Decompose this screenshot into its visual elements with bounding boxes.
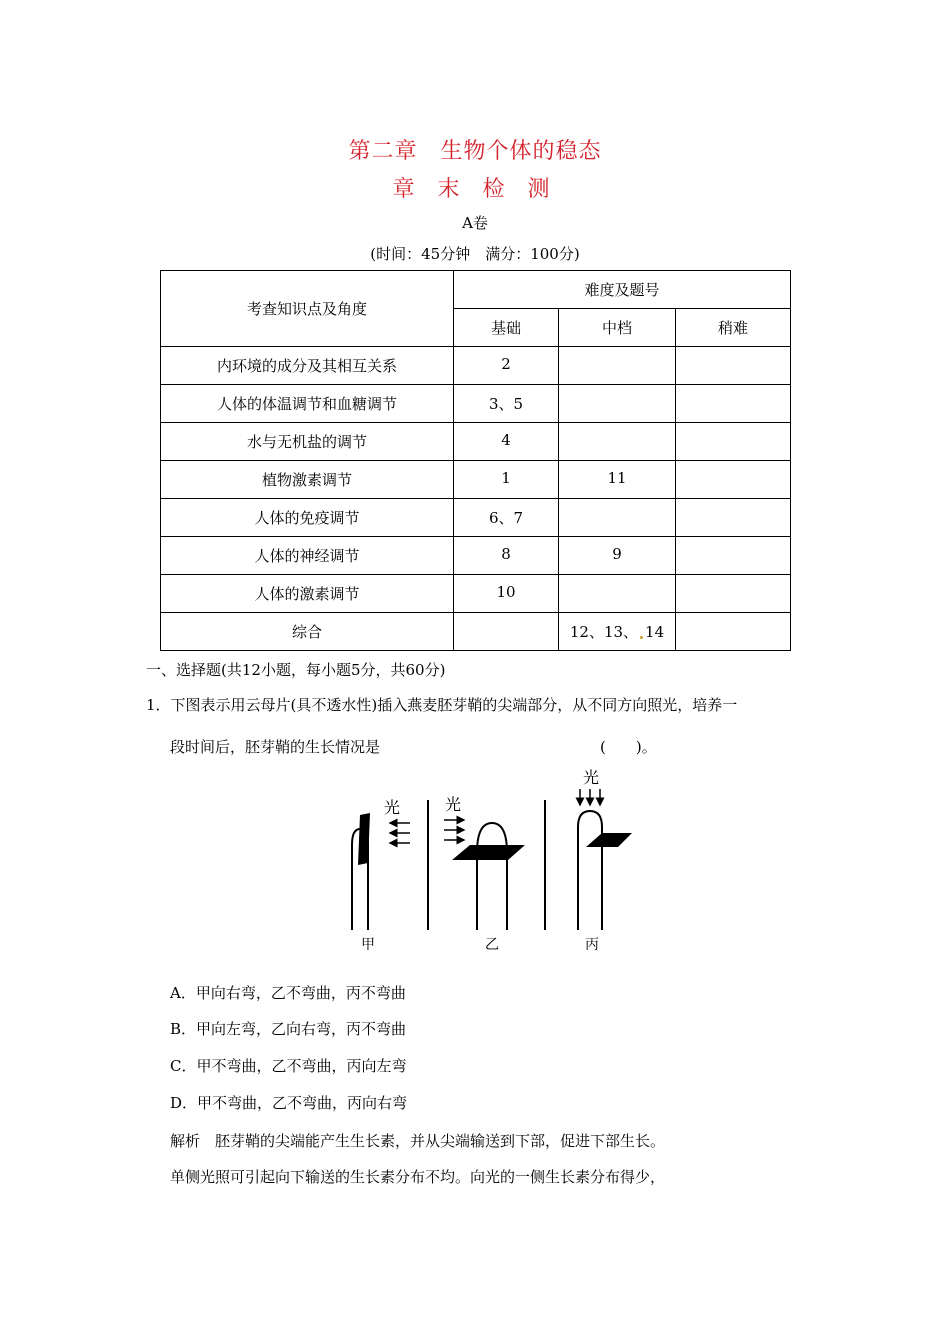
question-text-line2: 段时间后，胚芽鞘的生长情况是 (170, 738, 381, 756)
table-row (161, 347, 791, 385)
table-row (161, 385, 791, 423)
table-row (161, 461, 791, 499)
row-mid: 9 (559, 537, 676, 575)
row-topic: 人体的免疫调节 (161, 499, 454, 537)
table-header-row (161, 271, 791, 309)
row-basic: 4 (454, 423, 559, 461)
row-topic: 内环境的成分及其相互关系 (161, 347, 454, 385)
light-label: 光 (444, 795, 462, 814)
coleoptile-jia (352, 798, 410, 953)
row-mid (559, 347, 676, 385)
row-mid-text: 12、13、 (569, 623, 639, 641)
row-basic: 6、7 (454, 499, 559, 537)
light-label: 光 (582, 768, 600, 787)
question-text-line1: 1．下图表示用云母片(具不透水性)插入燕麦胚芽鞘的尖端部分，从不同方向照光，培养一 (146, 696, 738, 714)
mica-sheet (452, 845, 525, 860)
row-basic (454, 613, 559, 651)
header-topic: 考查知识点及角度 (161, 271, 454, 347)
row-hard (676, 575, 791, 613)
page-title: 第二章 生物个体的稳态 (348, 139, 602, 164)
row-hard (676, 613, 791, 651)
analysis-line2: 单侧光照可引起向下输送的生长素分布不均。向光的一侧生长素分布得少， (170, 1168, 666, 1186)
page-subtitle: 章 末 检 测 (392, 177, 558, 202)
row-topic: 水与无机盐的调节 (161, 423, 454, 461)
knowledge-table (160, 270, 791, 651)
coleoptile-yi (444, 795, 525, 953)
row-mid (559, 499, 676, 537)
row-basic: 1 (454, 461, 559, 499)
row-hard (676, 385, 791, 423)
row-mid-text: 14 (645, 623, 665, 641)
table-row (161, 575, 791, 613)
label-bing: 丙 (585, 937, 599, 953)
header-hard: 稍难 (676, 309, 791, 347)
row-topic: 人体的神经调节 (161, 537, 454, 575)
row-hard (676, 423, 791, 461)
row-topic: 植物激素调节 (161, 461, 454, 499)
option-a: A．甲向右弯，乙不弯曲，丙不弯曲 (170, 984, 406, 1002)
row-topic: 综合 (161, 613, 454, 651)
row-mid (559, 385, 676, 423)
row-basic: 2 (454, 347, 559, 385)
row-mid: 11 (559, 461, 676, 499)
mica-sheet (586, 833, 632, 847)
light-label: 光 (383, 798, 401, 817)
option-c: C．甲不弯曲，乙不弯曲，丙向左弯 (170, 1057, 407, 1075)
header-difficulty: 难度及题号 (454, 271, 791, 309)
analysis-line1: 解析 胚芽鞘的尖端能产生生长素，并从尖端输送到下部，促进下部生长。 (170, 1132, 666, 1150)
row-hard (676, 347, 791, 385)
volume-label: A卷 (462, 214, 488, 232)
option-d: D．甲不弯曲，乙不弯曲，丙向右弯 (170, 1094, 408, 1112)
label-yi: 乙 (485, 937, 499, 953)
answer-blank: ( )。 (600, 738, 657, 756)
row-topic: 人体的激素调节 (161, 575, 454, 613)
row-basic: 8 (454, 537, 559, 575)
coleoptile-figure (340, 765, 640, 955)
label-jia: 甲 (361, 937, 375, 953)
time-info: (时间：45分钟 满分：100分) (370, 245, 580, 263)
row-basic: 3、5 (454, 385, 559, 423)
table-row (161, 423, 791, 461)
table-row (161, 499, 791, 537)
table-row (161, 537, 791, 575)
stray-dot (640, 636, 643, 639)
option-b: B．甲向左弯，乙向右弯，丙不弯曲 (170, 1020, 407, 1038)
row-mid (559, 423, 676, 461)
row-mid (559, 613, 676, 651)
header-basic: 基础 (454, 309, 559, 347)
row-topic: 人体的体温调节和血糖调节 (161, 385, 454, 423)
table-row (161, 613, 791, 651)
section-title: 一、选择题(共12小题，每小题5分，共60分) (146, 661, 446, 679)
header-mid: 中档 (559, 309, 676, 347)
row-hard (676, 461, 791, 499)
row-mid (559, 575, 676, 613)
row-hard (676, 537, 791, 575)
row-hard (676, 499, 791, 537)
coleoptile-bing (578, 768, 632, 953)
mica-sheet (358, 813, 370, 865)
row-basic: 10 (454, 575, 559, 613)
